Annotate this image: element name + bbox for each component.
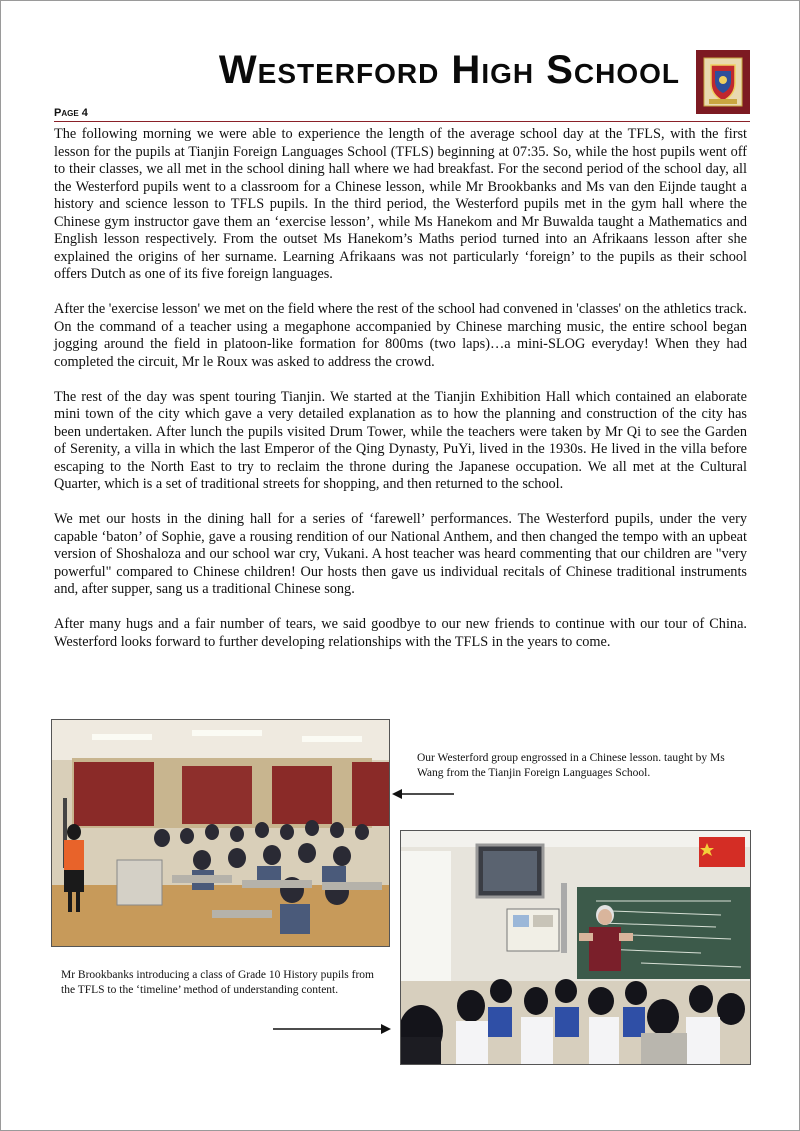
article-paragraph: We met our hosts in the dining hall for a series of ‘farewell’ performances. The Westerford pupils, under the very capable ‘baton’ of Sophie, gave a rousing rendition of our National Anthem, and then changed the tempo with an upbeat version of Shoshaloza and our school war cry, Vukani. A host teacher was heard commenting that our children are "very powerful" compared to Chinese children! Our hosts then gave us individual recitals of Chinese traditional instruments and, after supper, sang us a traditional Chinese song. — [54, 511, 747, 597]
classroom-photo — [51, 719, 390, 947]
page-title: Westerford High School — [218, 48, 680, 92]
article-paragraph: After the 'exercise lesson' we met on the field where the rest of the school had convened in 'classes' on the athletics track. On the command of a teacher using a megaphone accompanied by Chinese marching music, the entire school began jogging around the field in platoon-like formation for 800ms (two laps)…a mini-SLOG everyday! When they had completed the circuit, Mr le Roux was asked to address the crowd. — [54, 301, 747, 370]
article-paragraph: The following morning we were able to experience the length of the average school day at the TFLS, with the first lesson for the pupils at Tianjin Foreign Languages School (TFLS) beginning at 07:35. So, while the host pupils went off to their classes, we all met in the school dining hall where we had breakfast. For the second period of the school day, all the Westerford pupils went to a classroom for a Chinese lesson, while Mr Brookbanks and Ms van den Eijnde taught a history and science lesson to TFLS pupils. In the third period, the Westerford pupils met in the gym hall where the Chinese gym instructor gave them an ‘exercise lesson’, while Ms Hanekom and Mr Buwalda taught a Mathematics and English lesson respectively. From the outset Ms Hanekom’s Maths period turned into an Afrikaans lesson after she explained the origins of her surname. Learning Afrikaans was not particularly ‘foreign’ to the pupils as their school offers Dutch as one of its five foreign languages. — [54, 126, 747, 282]
arrow-left-icon — [392, 786, 456, 807]
photo-caption: Mr Brookbanks introducing a class of Grade 10 History pupils from the TFLS to the ‘timeline’ method of understanding content. — [61, 969, 375, 996]
header-rule — [54, 121, 750, 122]
photo-caption: Our Westerford group engrossed in a Chinese lesson. taught by Ms Wang from the Tianjin Foreign Languages School. — [417, 752, 725, 779]
school-crest-icon — [696, 50, 750, 114]
history-lesson-photo — [400, 830, 751, 1065]
page-number: Page 4 — [54, 107, 88, 119]
article-body — [54, 126, 747, 669]
article-paragraph: The rest of the day was spent touring Tianjin. We started at the Tianjin Exhibition Hall which contained an elaborate mini town of the city which gave a very detailed explanation as to how the planning and construction of the city has been undertaken. After lunch the pupils visited Drum Tower, while the teachers were taken by Mr Qi to see the Garden of Serenity, a villa in which the last Emperor of the Qing Dynasty, PuYi, lived in the 1930s. He lived in the villa before escaping to the North East to try to reclaim the throne during the Japanese occupation. We all met at the Cultural Quarter, which is a set of traditional streets for shopping, and then returned to the school. — [54, 388, 747, 492]
article-paragraph: After many hugs and a fair number of tears, we said goodbye to our new friends to continue with our tour of China. Westerford looks forward to further developing relationships with the TFLS in the years to come. — [54, 616, 747, 650]
arrow-right-icon — [273, 1021, 391, 1042]
